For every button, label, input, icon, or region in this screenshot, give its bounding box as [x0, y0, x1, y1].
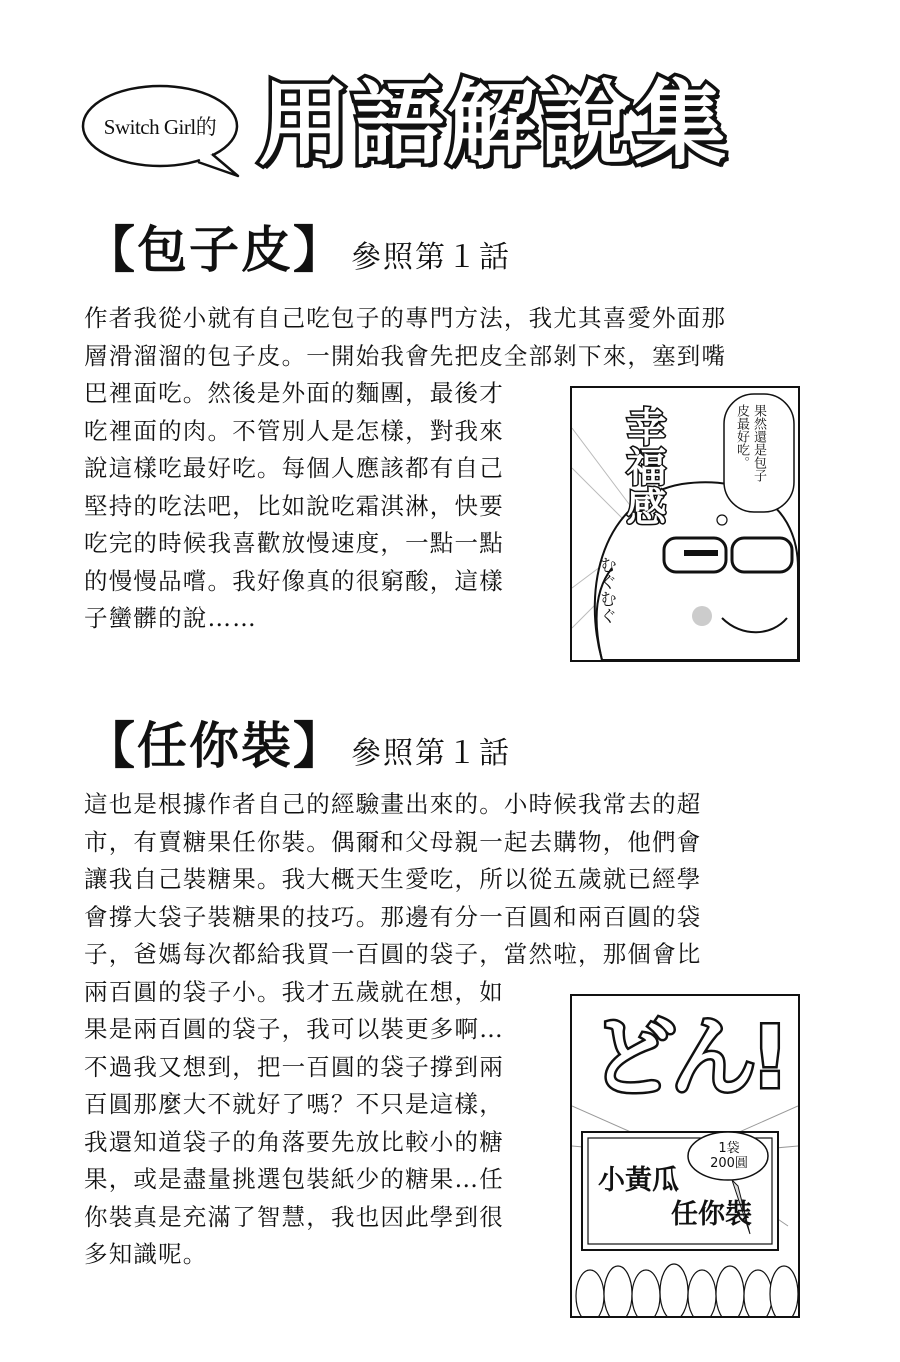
thought-line: 皮最好吃。: [734, 404, 749, 469]
panel-big-text: どん!: [590, 1008, 784, 1108]
speech-bubble: [80, 80, 240, 172]
body-line: 果，或是盡量挑選包裝紙少的糖果…任: [84, 1165, 504, 1193]
body-line: 層滑溜溜的包子皮。一開始我會先把皮全部剝下來，塞到嘴: [84, 341, 727, 370]
body-line: 子，爸媽每次都給我買一百圓的袋子，當然啦，那個會比: [84, 940, 702, 968]
sound-effect: むぐむぐ: [596, 556, 616, 624]
entry-term: 【包子皮】: [85, 220, 345, 279]
page-title: 用語解說集: [258, 71, 729, 178]
body-line: 你裝真是充滿了智慧，我也因此學到很: [84, 1202, 504, 1231]
sign-line: 任你裝: [671, 1199, 752, 1230]
bubble-text: Switch Girl的: [103, 115, 217, 139]
body-line: 的慢慢品嚐。我好像真的很窮酸，這樣: [84, 566, 504, 595]
thought-line: 果然還是包子: [751, 404, 766, 482]
panel-big-text: 幸福感: [620, 406, 666, 526]
body-line: 讓我自己裝糖果。我大概天生愛吃，所以從五歲就已經學: [84, 865, 702, 893]
body-line: 果是兩百圓的袋子，我可以裝更多啊…: [84, 1015, 504, 1043]
thought-text: [734, 404, 766, 514]
body-line: 吃完的時候我喜歡放慢速度，一點一點: [84, 529, 504, 557]
body-line: 兩百圓的袋子小。我才五歲就在想，如: [84, 977, 504, 1006]
body-line: 我還知道袋子的角落要先放比較小的糖: [84, 1127, 504, 1156]
body-line: 巴裡面吃。然後是外面的麵團，最後才: [84, 379, 504, 407]
entry-term: 【任你裝】: [85, 716, 345, 775]
body-line: 這也是根據作者自己的經驗畫出來的。小時候我常去的超: [84, 790, 702, 818]
manga-panel-2: [570, 994, 800, 1318]
body-line: 市，有賣糖果任你裝。偶爾和父母親一起去購物，他們會: [84, 827, 702, 856]
body-line: 子蠻髒的說……: [84, 604, 257, 632]
body-line: 不過我又想到，把一百圓的袋子撐到兩: [84, 1052, 504, 1081]
body-line: 多知識呢。: [84, 1240, 208, 1268]
body-line: 百圓那麼大不就好了嗎？不只是這樣，: [84, 1090, 504, 1118]
entry-reference: 參照第１話: [351, 240, 511, 275]
body-line: 作者我從小就有自己吃包子的專門方法，我尤其喜愛外面那: [84, 304, 727, 332]
entry-heading-1: [85, 210, 511, 282]
body-line: 會撐大袋子裝糖果的技巧。那邊有分一百圓和兩百圓的袋: [84, 902, 702, 931]
body-line: 吃裡面的肉。不管別人是怎樣，對我來: [84, 416, 504, 445]
manga-panel-1: [570, 386, 800, 662]
price-tag-line: 200圓: [710, 1156, 748, 1171]
sign-line: 小黃瓜: [598, 1165, 679, 1196]
sign-text: [592, 1164, 768, 1232]
body-line: 堅持的吃法吧，比如說吃霜淇淋，快要: [84, 491, 504, 520]
price-tag-line: 1袋: [718, 1141, 740, 1156]
body-line: 說這樣吃最好吃。每個人應該都有自己: [84, 454, 504, 482]
entry-heading-2: [85, 706, 511, 778]
entry-reference: 參照第１話: [351, 736, 511, 771]
